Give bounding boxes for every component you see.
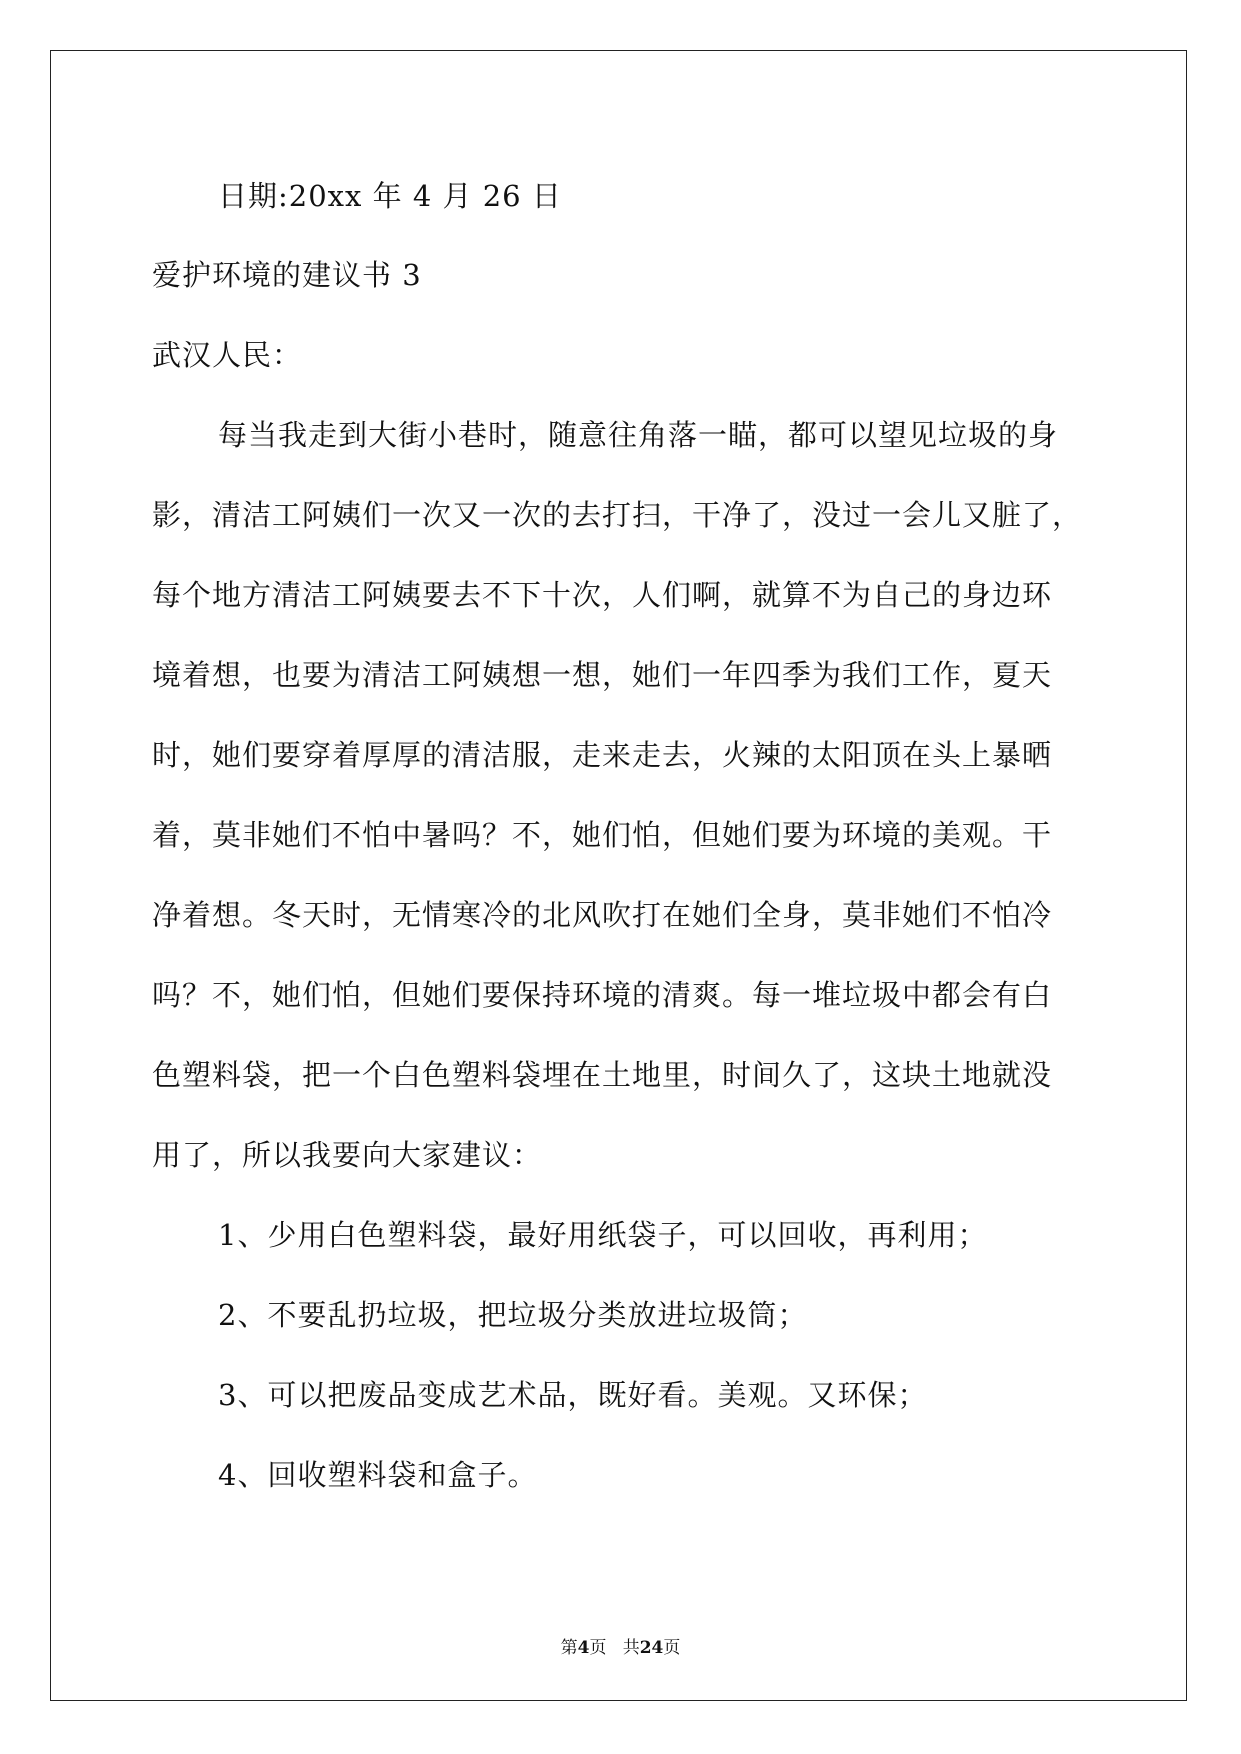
paragraph-line: 时，她们要穿着厚厚的清洁服，走来走去，火辣的太阳顶在头上暴晒 [152, 738, 1053, 772]
total-suffix: 页 [663, 1638, 681, 1658]
suggestion-item: 3、可以把废品变成艺术品，既好看。美观。又环保； [218, 1378, 928, 1412]
page-footer [0, 1633, 1241, 1658]
salutation: 武汉人民： [152, 338, 303, 372]
suggestion-item: 2、不要乱扔垃圾，把垃圾分类放进垃圾筒； [218, 1298, 808, 1332]
page-suffix: 页 [589, 1638, 607, 1658]
paragraph-line: 用了，所以我要向大家建议： [152, 1138, 543, 1172]
total-pages: 24 [639, 1638, 664, 1658]
paragraph-line: 净着想。冬天时，无情寒冷的北风吹打在她们全身，莫非她们不怕冷 [152, 898, 1053, 932]
page-number: 4 [577, 1638, 590, 1658]
suggestion-item: 4、回收塑料袋和盒子。 [218, 1458, 538, 1492]
total-prefix: 共 [622, 1638, 640, 1658]
suggestion-item: 1、少用白色塑料袋，最好用纸袋子，可以回收，再利用； [218, 1218, 988, 1252]
paragraph-line: 每当我走到大街小巷时，随意往角落一瞄，都可以望见垃圾的身 [218, 418, 1059, 452]
paragraph-line: 每个地方清洁工阿姨要去不下十次，人们啊，就算不为自己的身边环 [152, 578, 1053, 612]
document-title: 爱护环境的建议书 3 [152, 258, 422, 292]
paragraph-line: 吗？不，她们怕，但她们要保持环境的清爽。每一堆垃圾中都会有白 [152, 978, 1053, 1012]
paragraph-line: 境着想，也要为清洁工阿姨想一想，她们一年四季为我们工作，夏天 [152, 658, 1053, 692]
date-line: 日期:20xx 年 4 月 26 日 [218, 179, 562, 213]
paragraph-line: 着，莫非她们不怕中暑吗？不，她们怕，但她们要为环境的美观。干 [152, 818, 1053, 852]
page-prefix: 第 [560, 1638, 578, 1658]
paragraph-line: 影，清洁工阿姨们一次又一次的去打扫，干净了，没过一会儿又脏了， [152, 498, 1083, 532]
paragraph-line: 色塑料袋，把一个白色塑料袋埋在土地里，时间久了，这块土地就没 [152, 1058, 1053, 1092]
